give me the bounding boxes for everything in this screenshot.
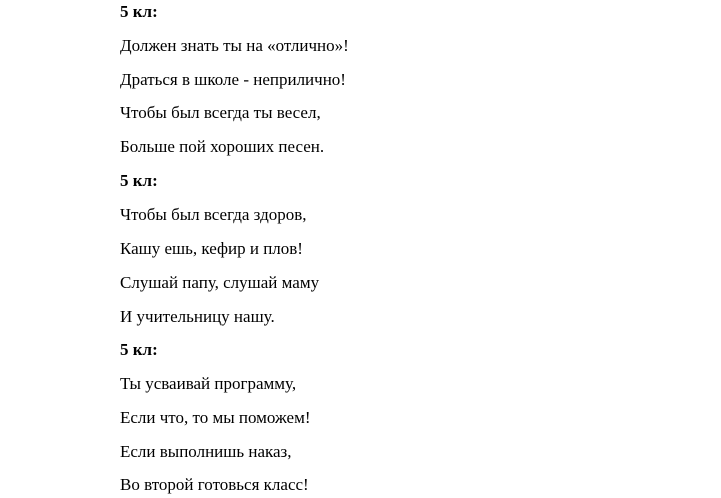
stanza-2-line-3: Слушай папу, слушай маму <box>120 273 320 292</box>
stanza-1-line-2: Драться в школе - неприлично! <box>120 70 346 89</box>
stanza-3-line-3: Если выполнишь наказ, <box>120 442 292 461</box>
stanza-1-speaker: 5 кл: <box>120 2 158 21</box>
stanza-3-line-1: Ты усваивай программу, <box>120 374 297 393</box>
stanza-3-line-2: Если что, то мы поможем! <box>120 408 311 427</box>
stanza-3-line-4: Во второй готовься класс! <box>120 475 309 494</box>
stanza-1-line-4: Больше пой хороших песен. <box>120 137 325 156</box>
stanza-3-speaker: 5 кл: <box>120 340 158 359</box>
document-page <box>120 0 710 498</box>
stanza-2-line-2: Кашу ешь, кефир и плов! <box>120 239 303 258</box>
stanza-2-line-4: И учительницу нашу. <box>120 307 275 326</box>
stanza-1-line-3: Чтобы был всегда ты весел, <box>120 103 321 122</box>
stanza-2-line-1: Чтобы был всегда здоров, <box>120 205 307 224</box>
stanza-1-line-1: Должен знать ты на «отлично»! <box>120 36 349 55</box>
stanza-2-speaker: 5 кл: <box>120 171 158 190</box>
